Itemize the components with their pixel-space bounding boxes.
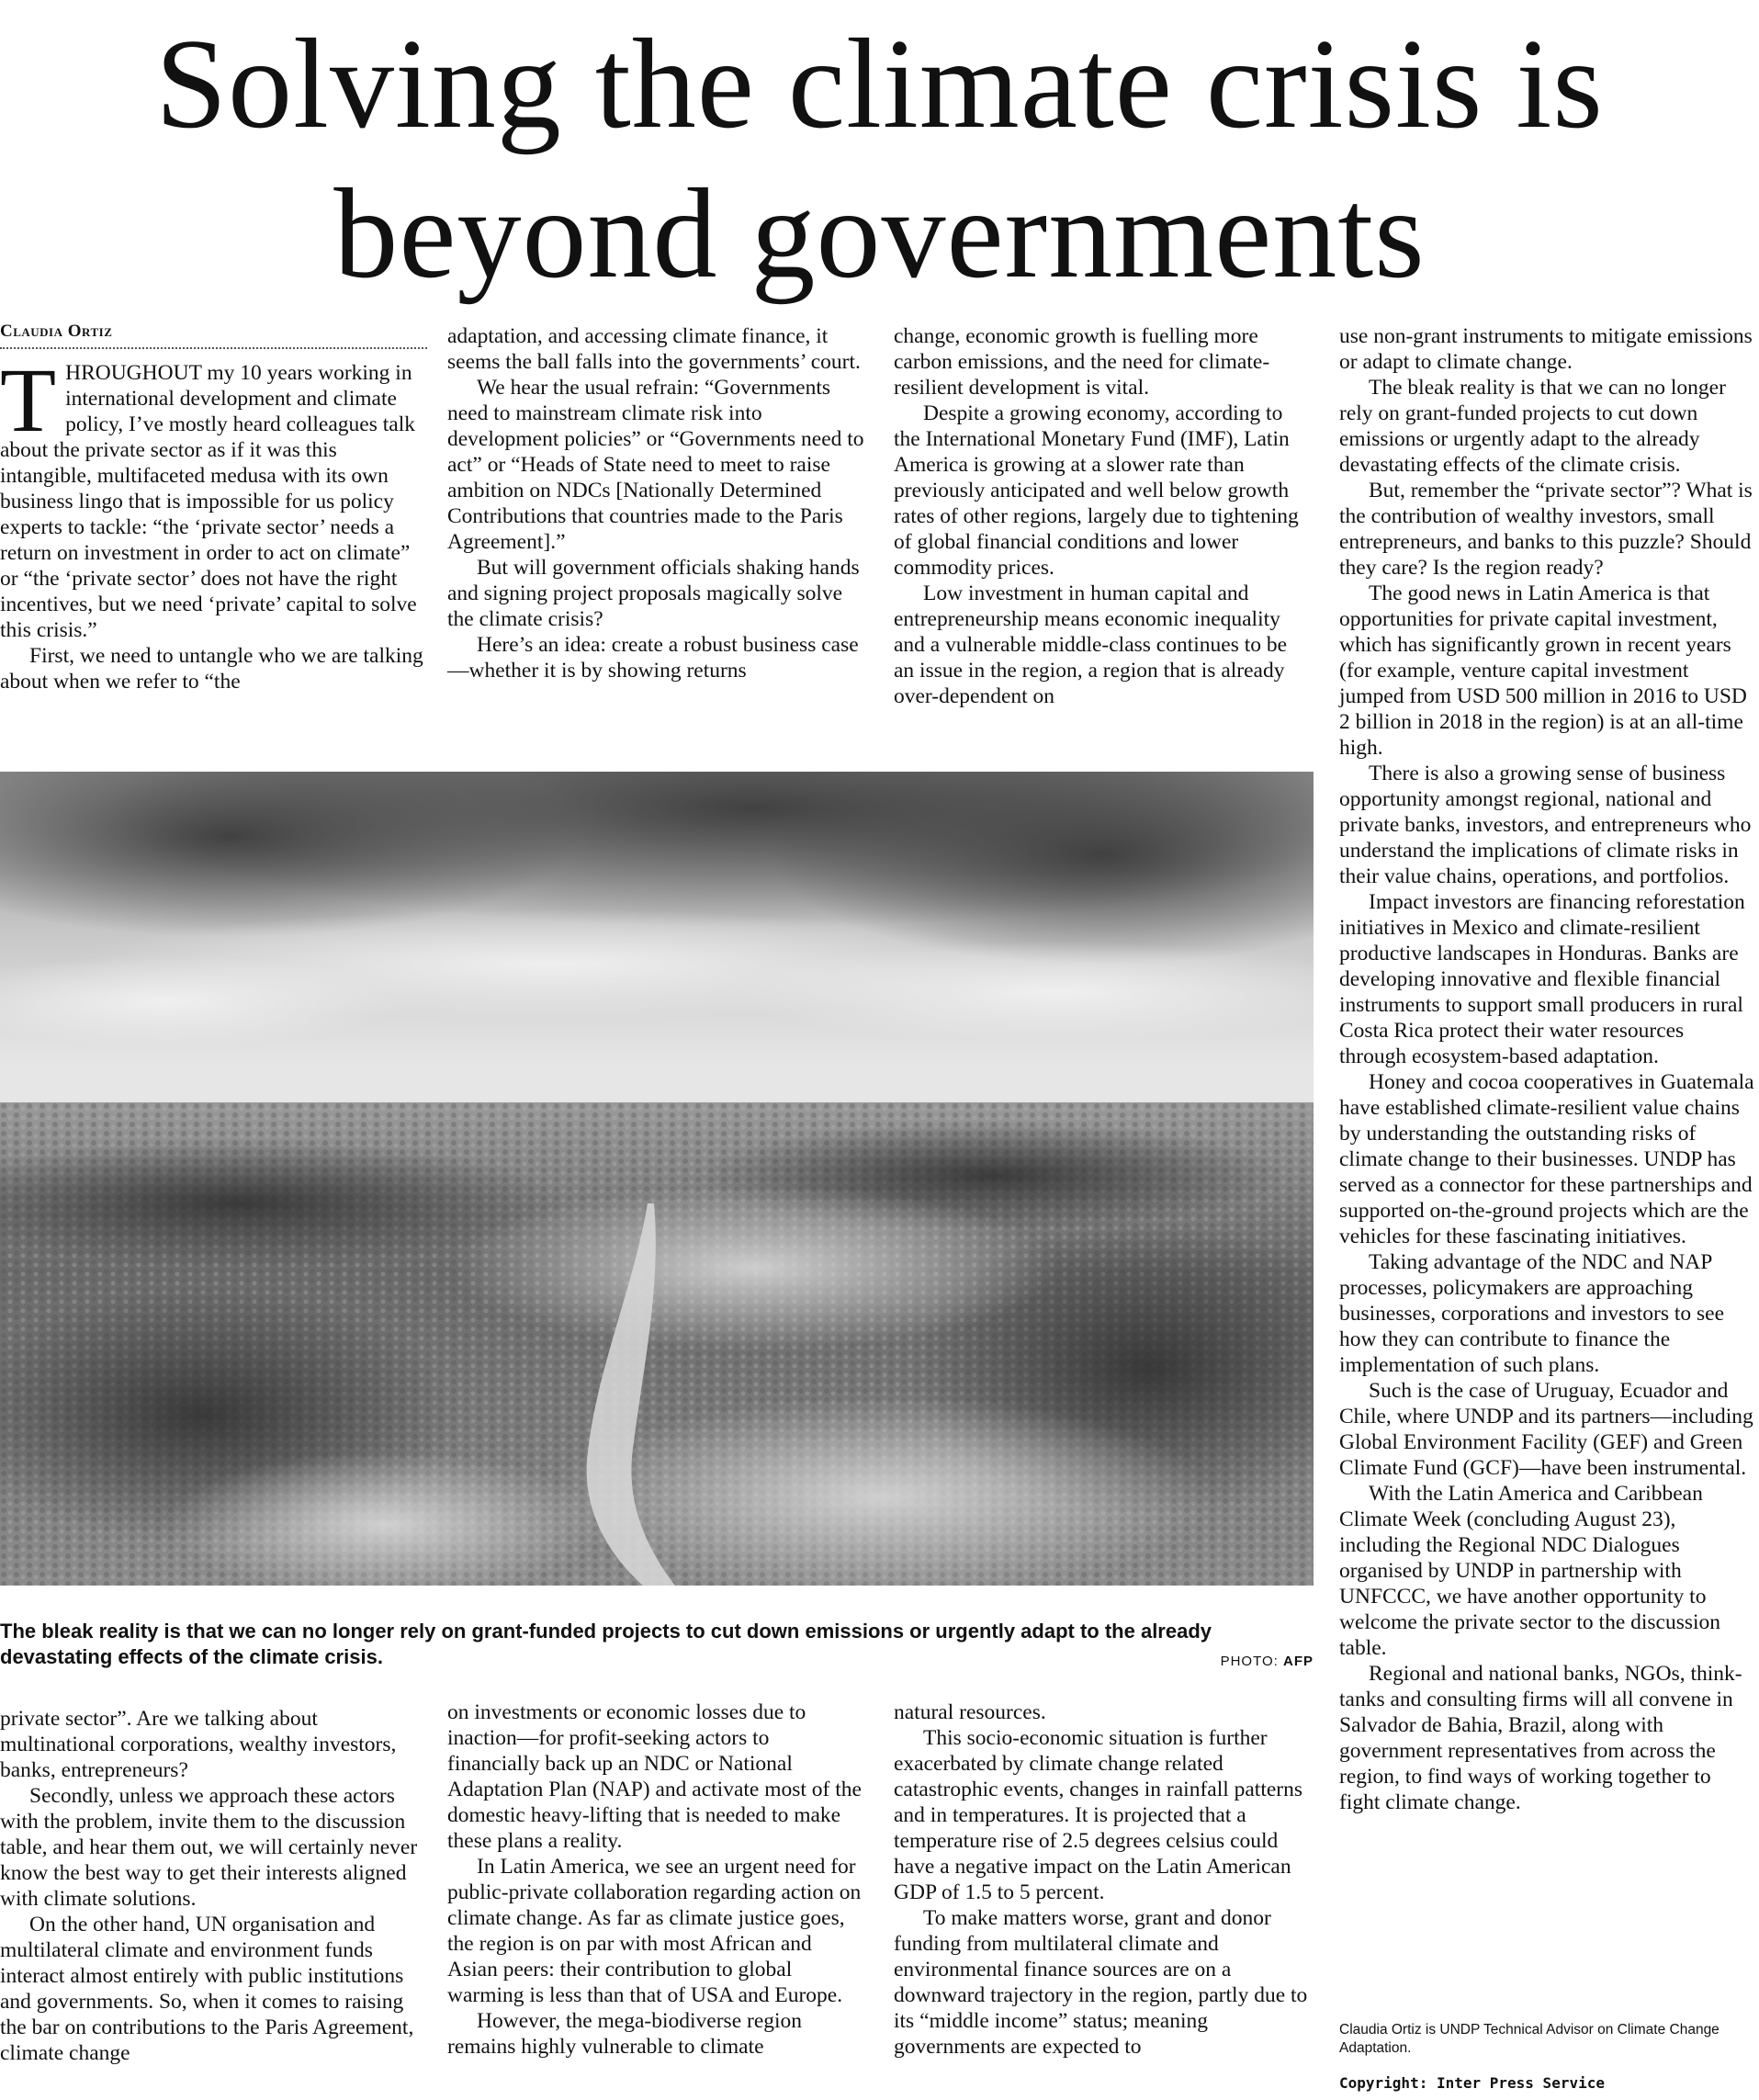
- article-paragraph: natural resources.: [894, 1700, 1046, 1724]
- article-paragraph: Honey and cocoa cooperatives in Guatemala have established climate-resilient value chains by understanding the outstanding risks of climate change to their businesses. UNDP has served as a connector for these partnerships and supported on-the-ground projects which are the vehicles for these fascinating initiatives.: [1339, 1070, 1754, 1248]
- aerial-landscape-photo: [0, 772, 1314, 1586]
- article-paragraph: There is also a growing sense of business opportunity amongst regional, national and private banks, investors, and entrepreneurs who understand the implications of climate risks in their value chains, operations, and portfolios.: [1339, 762, 1752, 888]
- copyright-notice: Copyright: Inter Press Service: [1339, 2074, 1605, 2092]
- article-paragraph: However, the mega-biodiverse region remains highly vulnerable to climate: [447, 2009, 803, 2059]
- article-paragraph: Impact investors are financing reforestation initiatives in Mexico and climate-resilient productive landscapes in Honduras. Banks are developing innovative and flexible financial instruments to support small producers in rural Costa Rica protect their water resources through ecosystem-based adaptation.: [1339, 890, 1745, 1068]
- article-paragraph: On the other hand, UN organisation and multilateral climate and environment funds interact almost entirely with public institutions and governments. So, when it comes to raising the bar on contributions to the Paris Agreement, climate change: [0, 1913, 414, 2065]
- article-paragraph: In Latin America, we see an urgent need for public-private collaboration regarding action on climate change. As far as climate justice goes, the region is on par with most African and Asian peers: their contribution to global warming is less than that of USA and Europe.: [447, 1855, 862, 2007]
- photo-credit: PHOTO: AFP: [1220, 1654, 1314, 1669]
- article-paragraph: But, remember the “private sector”? What is the contribution of wealthy investors, small entrepreneurs, and banks to this puzzle? Should they care? Is the region ready?: [1339, 479, 1753, 580]
- headline: [0, 9, 1759, 309]
- column-1-top: [0, 349, 424, 694]
- article-paragraph: Despite a growing economy, according to the International Monetary Fund (IMF), Latin America is growing at a slower rate than previously anticipated and well below growth rates of other regions, largely due to tightening of global financial conditions and lower commodity prices.: [894, 401, 1299, 580]
- article-paragraph: Low investment in human capital and entrepreneurship means economic inequality and a vulnerable middle-class continues to be an issue in the region, a region that is already over-dependent on: [894, 581, 1288, 708]
- byline: Claudia Ortiz: [0, 322, 427, 349]
- column-3-bottom: [894, 1699, 1312, 2060]
- article-paragraph: This socio-economic situation is further exacerbated by climate change related catastrophic events, changes in rainfall patterns and in temperatures. It is projected that a temperature rise of 2.5 degrees celsius could have a negative impact on the Latin American GDP of 1.5 to 5 percent.: [894, 1726, 1303, 1904]
- article-paragraph: use non-grant instruments to mitigate emissions or adapt to climate change.: [1339, 324, 1753, 374]
- article-paragraph: But will government officials shaking hands and signing project proposals magically solve the climate crisis?: [447, 556, 860, 631]
- article-paragraph: Taking advantage of the NDC and NAP processes, policymakers are approaching businesses, corporations and investors to see how they can contribute to finance the implementation of such plans.: [1339, 1250, 1725, 1377]
- column-2-bottom: [447, 1699, 865, 2060]
- article-paragraph: on investments or economic losses due to inaction—for profit-seeking actors to financially back up an NDC or National Adaptation Plan (NAP) and activate most of the domestic heavy-lifting that is needed to make these plans a reality.: [447, 1700, 862, 1853]
- article-paragraph: We hear the usual refrain: “Governments need to mainstream climate risk into development policies” or “Governments need to act” or “Heads of State need to meet to raise ambition on NDCs [Nationally Determined Contributions that countries made to the Paris Agreement].”: [447, 376, 864, 554]
- column-3-top: [894, 323, 1312, 709]
- article-paragraph: Such is the case of Uruguay, Ecuador and Chile, where UNDP and its partners—including Global Environment Facility (GEF) and Green Climate Fund (GCF)—have been instrumental.: [1339, 1379, 1753, 1480]
- lead-in-caps: HROUGHOUT: [65, 361, 202, 385]
- headline-line-2: beyond governments: [333, 163, 1426, 305]
- article-paragraph: adaptation, and accessing climate finance, it seems the ball falls into the governments’ court.: [447, 324, 861, 374]
- article-paragraph: First, we need to untangle who we are talking about when we refer to “the: [0, 644, 423, 694]
- column-1-bottom: [0, 1706, 424, 2066]
- article-paragraph: The bleak reality is that we can no longer rely on grant-funded projects to cut down emissions or urgently adapt to the already devastating effects of the climate crisis.: [1339, 376, 1726, 477]
- landscape-image: [0, 772, 1314, 1586]
- article-paragraph: With the Latin America and Caribbean Climate Week (concluding August 23), including the Regional NDC Dialogues organised by UNDP in partnership with UNFCCC, we have another opportunity to welcome the private sector to the discussion table.: [1339, 1482, 1721, 1660]
- column-4: [1339, 323, 1756, 1815]
- photo-credit-source: AFP: [1283, 1654, 1314, 1669]
- article-paragraph: Secondly, unless we approach these actors with the problem, invite them to the discussion table, and hear them out, we will certainly never know the best way to get their interests aligned with climate solutions.: [0, 1784, 418, 1911]
- drop-cap: T: [0, 349, 57, 451]
- article-paragraph: To make matters worse, grant and donor funding from multilateral climate and environmental finance sources are on a downward trajectory in the region, partly due to its “middle income” status; meaning governments are expected to: [894, 1906, 1308, 2059]
- column-2-top: [447, 323, 865, 683]
- article-paragraph: Here’s an idea: create a robust business case—whether it is by showing returns: [447, 633, 859, 683]
- headline-line-1: Solving the climate crisis is: [155, 13, 1604, 155]
- article-paragraph: Regional and national banks, NGOs, think-tanks and consulting firms will all convene in Salvador de Bahia, Brazil, along with government representatives from across the region, to find ways of working together to fight climate change.: [1339, 1662, 1742, 1814]
- article-paragraph: change, economic growth is fuelling more carbon emissions, and the need for climate-resilient development is vital.: [894, 324, 1270, 400]
- article-paragraph: private sector”. Are we talking about multinational corporations, wealthy investors, banks, entrepreneurs?: [0, 1707, 397, 1782]
- article-paragraph: THROUGHOUT my 10 years working in international development and climate policy, I’ve mostly heard colleagues talk about the private sector as if it was this intangible, multifaceted medusa with its own business lingo that is impossible for us policy experts to tackle: “the ‘private sector’ needs a return on investment in order to act on climate” or “the ‘private sector’ does not have the right incentives, but we need ‘private’ capital to solve this crisis.”: [0, 349, 417, 642]
- photo-caption: The bleak reality is that we can no longer rely on grant-funded projects to cut down emissions or urgently adapt to the already devastating effects of the climate crisis.: [0, 1620, 1212, 1668]
- article-paragraph: The good news in Latin America is that opportunities for private capital investment, which has significantly grown in recent years (for example, venture capital investment jumped from USD 500 million in 2016 to USD 2 billion in 2018 in the region) is at an all-time high.: [1339, 581, 1747, 760]
- author-bio: Claudia Ortiz is UNDP Technical Advisor on Climate Change Adaptation.: [1339, 2022, 1720, 2056]
